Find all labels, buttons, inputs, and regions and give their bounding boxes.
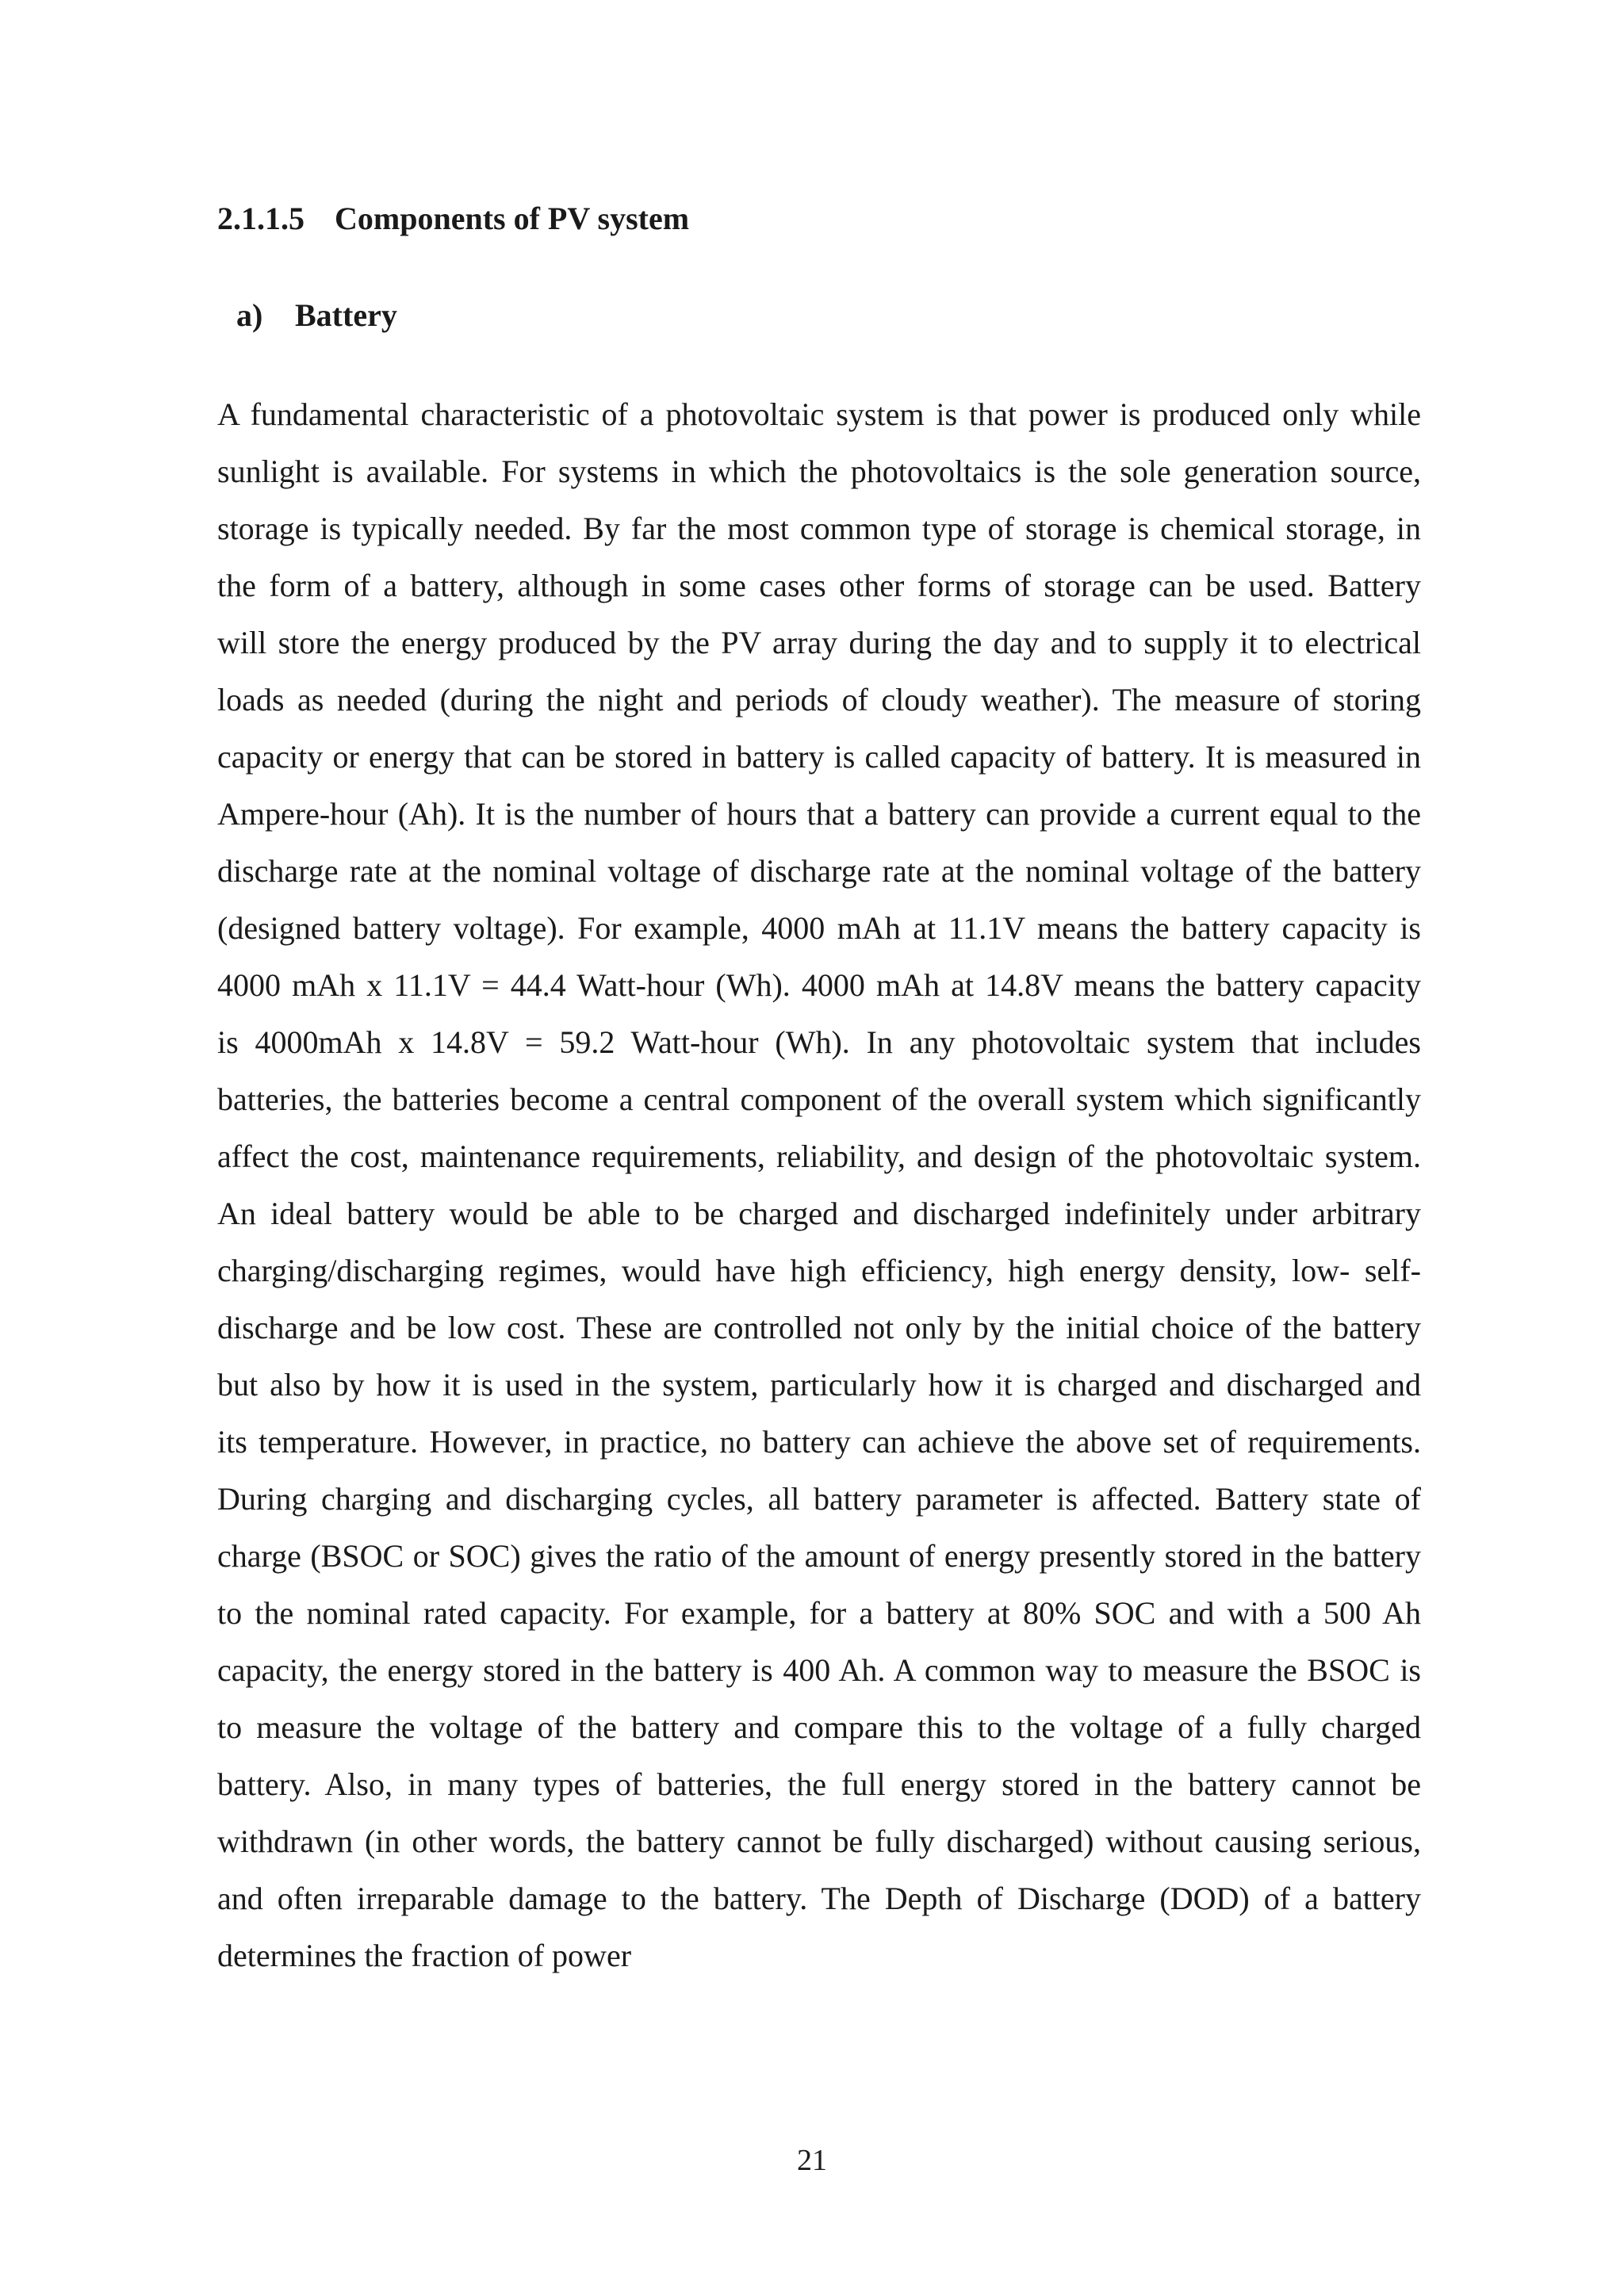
paragraph-line: discharge rate at the nominal voltage of discharge rate at the nominal voltage of the battery xyxy=(217,853,1421,889)
paragraph-line: capacity or energy that can be stored in battery is called capacity of battery. It is measured in xyxy=(217,739,1421,775)
paragraph-line: An ideal battery would be able to be charged and discharged indefinitely under arbitrary xyxy=(217,1196,1421,1231)
paragraph-line: discharge and be low cost. These are controlled not only by the initial choice of the battery xyxy=(217,1310,1421,1345)
subsection-heading xyxy=(236,293,397,338)
paragraph-line: charging/discharging regimes, would have high efficiency, high energy density, low- self- xyxy=(217,1253,1421,1288)
paragraph-line: sunlight is available. For systems in which the photovoltaics is the sole generation source, xyxy=(217,453,1421,489)
paragraph-line: A fundamental characteristic of a photovoltaic system is that power is produced only while xyxy=(217,396,1421,432)
paragraph-line: During charging and discharging cycles, all battery parameter is affected. Battery state of xyxy=(217,1481,1421,1517)
paragraph-line: to the nominal rated capacity. For example, for a battery at 80% SOC and with a 500 Ah xyxy=(217,1595,1421,1631)
section-title: Components of PV system xyxy=(335,201,690,236)
page-number: 21 xyxy=(797,2144,827,2177)
paragraph-line: battery. Also, in many types of batteries, the full energy stored in the battery cannot be xyxy=(217,1766,1421,1802)
subsection-title: Battery xyxy=(295,297,397,333)
paragraph-line: 4000 mAh x 11.1V = 44.4 Watt-hour (Wh). 4000 mAh at 14.8V means the battery capacity xyxy=(217,967,1421,1003)
section-number: 2.1.1.5 xyxy=(217,201,304,236)
paragraph-line: capacity, the energy stored in the battery is 400 Ah. A common way to measure the BSOC is xyxy=(217,1652,1421,1688)
paragraph-line: charge (BSOC or SOC) gives the ratio of the amount of energy presently stored in the battery xyxy=(217,1538,1421,1574)
paragraph-line: is 4000mAh x 14.8V = 59.2 Watt-hour (Wh). In any photovoltaic system that includes xyxy=(217,1024,1421,1060)
paragraph-line: batteries, the batteries become a central component of the overall system which significantly xyxy=(217,1081,1421,1117)
body-paragraph xyxy=(217,386,1421,1984)
paragraph-line: loads as needed (during the night and periods of cloudy weather). The measure of storing xyxy=(217,682,1421,718)
paragraph-line: will store the energy produced by the PV array during the day and to supply it to electrical xyxy=(217,625,1421,660)
paragraph-line: to measure the voltage of the battery and compare this to the voltage of a fully charged xyxy=(217,1709,1421,1745)
section-heading xyxy=(217,197,689,241)
paragraph-line: affect the cost, maintenance requirements, reliability, and design of the photovoltaic system. xyxy=(217,1138,1421,1174)
subsection-marker: a) xyxy=(236,297,263,333)
paragraph-line: determines the fraction of power xyxy=(217,1938,632,1973)
paragraph-line: Ampere-hour (Ah). It is the number of hours that a battery can provide a current equal to the xyxy=(217,796,1421,832)
paragraph-line: withdrawn (in other words, the battery cannot be fully discharged) without causing serious, xyxy=(217,1823,1421,1859)
paragraph-line: storage is typically needed. By far the most common type of storage is chemical storage, in xyxy=(217,511,1421,546)
paragraph-line: the form of a battery, although in some cases other forms of storage can be used. Battery xyxy=(217,568,1421,603)
paragraph-line: (designed battery voltage). For example, 4000 mAh at 11.1V means the battery capacity is xyxy=(217,910,1421,946)
paragraph-line: its temperature. However, in practice, no battery can achieve the above set of requirements. xyxy=(217,1424,1421,1460)
paragraph-line: and often irreparable damage to the battery. The Depth of Discharge (DOD) of a battery xyxy=(217,1881,1421,1916)
paragraph-line: but also by how it is used in the system, particularly how it is charged and discharged and xyxy=(217,1367,1421,1402)
